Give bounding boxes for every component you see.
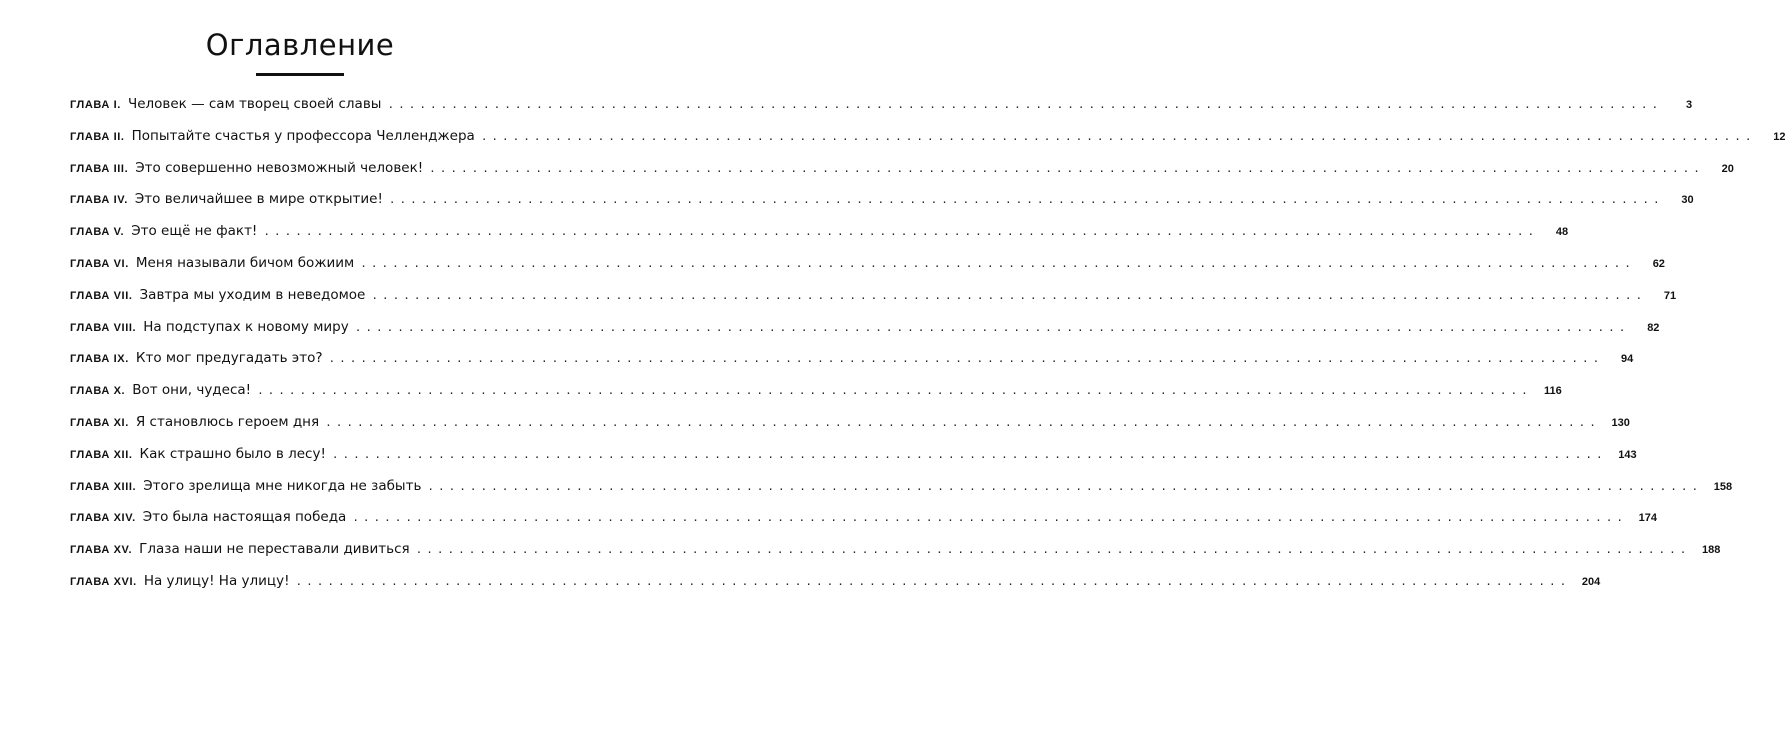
dot-leader: ........................................................................................................................ <box>415 543 1691 557</box>
page-number: 12 <box>1773 130 1786 143</box>
toc-entry <box>70 159 1734 192</box>
dot-leader: ........................................................................................................................ <box>388 193 1664 207</box>
toc-entry <box>70 572 1601 605</box>
chapter-label: ГЛАВА VI. <box>70 257 129 270</box>
chapter-label: ГЛАВА XIV. <box>70 512 136 525</box>
chapter-title: Это совершенно невозможный человек! <box>135 159 424 176</box>
chapter-title: Глаза наши не переставали дивиться <box>139 541 410 558</box>
chapter-title: Человек — сам творец своей славы <box>127 96 382 112</box>
toc-entry <box>70 477 1733 510</box>
chapter-title: Это была настоящая победа <box>142 509 347 526</box>
dot-leader: ........................................................................................................................ <box>354 320 1630 334</box>
page-number: 174 <box>1638 512 1658 525</box>
toc-entry <box>70 541 1721 573</box>
toc-entry <box>70 445 1637 478</box>
toc-list <box>70 96 1786 605</box>
chapter-label: ГЛАВА I. <box>70 99 121 111</box>
page-number: 130 <box>1611 416 1630 429</box>
chapter-title: Этого зрелища мне никогда не забыть <box>143 477 422 494</box>
toc-entry <box>70 350 1634 382</box>
toc-entry <box>70 127 1786 160</box>
dot-leader: ........................................................................................................................ <box>387 98 1663 111</box>
dot-leader: ........................................................................................................................ <box>257 384 1532 398</box>
chapter-label: ГЛАВА X. <box>70 385 126 398</box>
dot-leader: ........................................................................................................................ <box>328 352 1604 366</box>
page-number: 158 <box>1713 480 1733 493</box>
toc-entry <box>70 509 1658 541</box>
chapter-title: Это ещё не факт! <box>131 223 258 240</box>
toc-entry <box>70 96 1693 128</box>
page-number: 48 <box>1555 226 1569 239</box>
chapter-label: ГЛАВА XV. <box>70 544 133 557</box>
page-number: 3 <box>1686 99 1693 111</box>
page-number: 116 <box>1544 385 1562 398</box>
toc-entry <box>70 254 1665 287</box>
dot-leader: ........................................................................................................................ <box>331 447 1607 461</box>
dot-leader: ........................................................................................................................ <box>371 288 1647 302</box>
chapter-title: Попытайте счастья у профессора Челленджера <box>131 127 475 144</box>
chapter-title: На улицу! На улицу! <box>143 572 290 589</box>
chapter-title: Вот они, чудеса! <box>132 382 252 399</box>
dot-leader: ........................................................................................................................ <box>352 511 1628 525</box>
chapter-label: ГЛАВА VIII. <box>70 321 137 334</box>
chapter-label: ГЛАВА V. <box>70 226 125 239</box>
chapter-title: Это величайшее в мире открытие! <box>134 191 383 208</box>
chapter-label: ГЛАВА XVI. <box>70 575 137 588</box>
chapter-label: ГЛАВА XII. <box>70 448 133 461</box>
page-number: 71 <box>1663 289 1677 302</box>
page-number: 82 <box>1647 321 1660 334</box>
dot-leader: ........................................................................................................................ <box>480 129 1756 143</box>
chapter-title: Кто мог предугадать это? <box>135 350 323 367</box>
chapter-title: Я становлюсь героем дня <box>135 413 320 430</box>
chapter-label: ГЛАВА XIII. <box>70 480 137 493</box>
toc-entry <box>70 413 1630 446</box>
page-number: 20 <box>1721 162 1734 175</box>
dot-leader: ........................................................................................................................ <box>429 161 1704 175</box>
toc-entry <box>70 382 1562 414</box>
chapter-title: Меня называли бичом божиим <box>135 254 355 271</box>
chapter-label: ГЛАВА IX. <box>70 353 129 366</box>
chapter-label: ГЛАВА VII. <box>70 289 133 302</box>
dot-leader: ........................................................................................................................ <box>427 479 1703 493</box>
dot-leader: ........................................................................................................................ <box>325 415 1600 429</box>
dot-leader: ........................................................................................................................ <box>263 225 1539 239</box>
toc-entry <box>70 286 1677 319</box>
page-number: 143 <box>1618 448 1637 461</box>
toc-entry <box>70 318 1660 351</box>
chapter-label: ГЛАВА IV. <box>70 194 128 207</box>
chapter-title: На подступах к новому миру <box>143 318 349 335</box>
page-number: 94 <box>1620 353 1634 366</box>
page-title: Оглавление <box>205 28 395 62</box>
chapter-title: Как страшно было в лесу! <box>139 445 326 462</box>
title-divider <box>256 73 344 76</box>
dot-leader: ........................................................................................................................ <box>295 574 1571 588</box>
page-number: 204 <box>1581 575 1601 588</box>
page-number: 30 <box>1681 194 1694 207</box>
chapter-title: Завтра мы уходим в неведомое <box>139 286 366 303</box>
chapter-label: ГЛАВА III. <box>70 162 129 175</box>
toc-entry <box>70 191 1694 223</box>
dot-leader: ........................................................................................................................ <box>360 256 1635 270</box>
toc-entry <box>70 223 1569 255</box>
chapter-label: ГЛАВА II. <box>70 130 125 143</box>
chapter-label: ГЛАВА XI. <box>70 416 129 429</box>
page-number: 62 <box>1652 257 1665 270</box>
page-number: 188 <box>1702 544 1721 557</box>
